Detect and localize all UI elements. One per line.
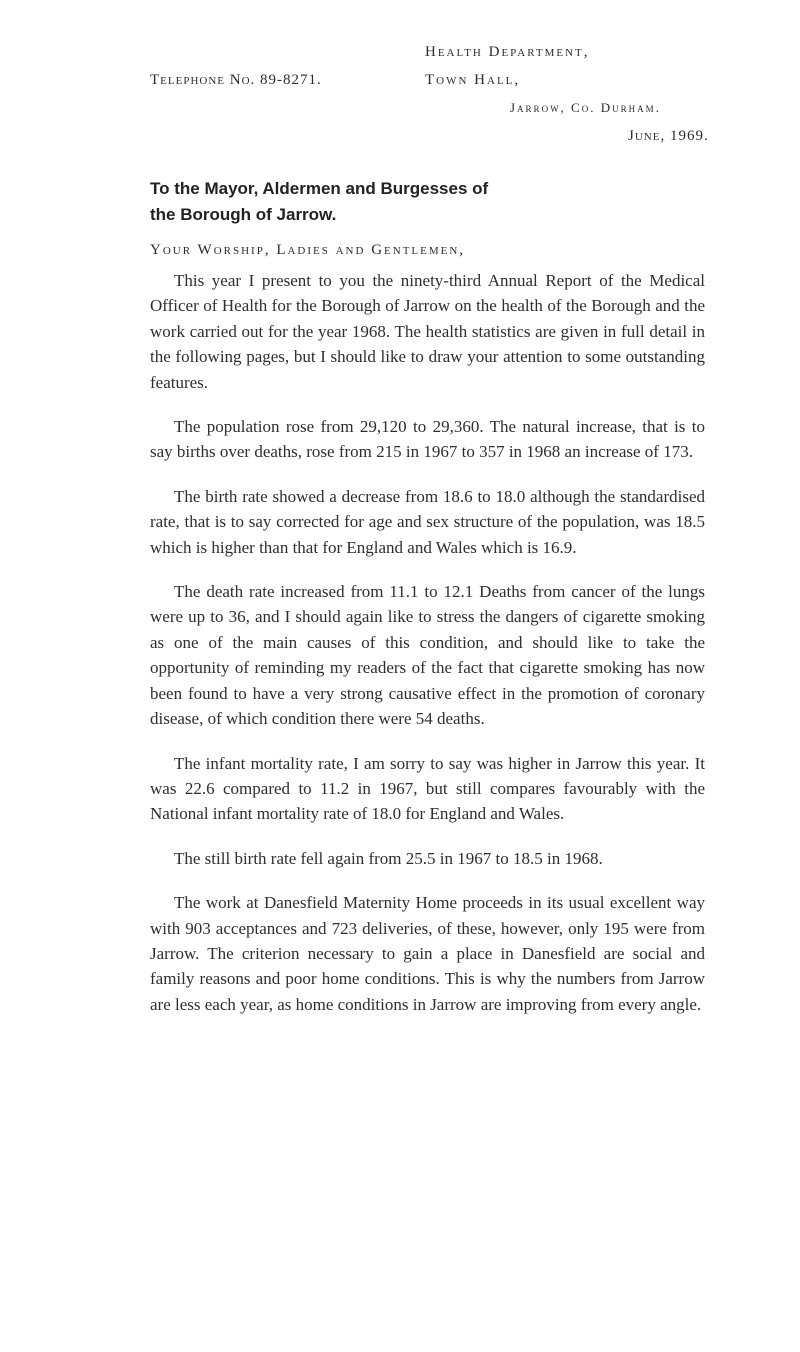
paragraph-infant-mortality: The infant mortality rate, I am sorry to say was higher in Jarrow this year. It was 22.6 compared to 11.2 in 1967, but still compares favourably with the National infant mortality rate of 18.0 for England and Wales. <box>150 753 705 824</box>
paragraph-birth-rate: The birth rate showed a decrease from 18.6 to 18.0 although the standardised rate, that is to say corrected for age and sex structure of the population, was 18.5 which is higher than that for England and Wales which is 16.9. <box>150 486 705 557</box>
paragraph-introduction: This year I present to you the ninety-third Annual Report of the Medical Officer of Health for the Borough of Jarrow on the health of the Borough and the work carried out for the year 1968. The health statistics are given in full detail in the following pages, but I should like to draw your attention to some outstanding features. <box>150 271 705 392</box>
telephone-number: Telephone No. 89-8271. <box>150 72 322 88</box>
addressee-line-2: the Borough of Jarrow. <box>150 205 337 224</box>
paragraph-still-birth: The still birth rate fell again from 25.5 in 1967 to 18.5 in 1968. <box>174 848 603 868</box>
department-name: Health Department, <box>425 44 590 60</box>
paragraph-maternity-home: The work at Danesfield Maternity Home proceeds in its usual excellent way with 903 acceptances and 723 deliveries, of these, however, only 195 were from Jarrow. The criterion necessary to gain a place in Danesfield are social and family reasons and poor home conditions. This is why the numbers from Jarrow are less each year, as home conditions in Jarrow are improving from every angle. <box>150 893 705 1014</box>
town-hall: Town Hall, <box>425 72 521 88</box>
paragraph-population: The population rose from 29,120 to 29,360. The natural increase, that is to say births over deaths, rose from 215 in 1967 to 357 in 1968 an increase of 173. <box>150 417 705 462</box>
place-name: Jarrow, Co. Durham. <box>510 100 661 115</box>
addressee-line-1: To the Mayor, Aldermen and Burgesses of <box>150 179 489 198</box>
paragraph-death-rate: The death rate increased from 11.1 to 12.1 Deaths from cancer of the lungs were up to 36, and I should again like to stress the dangers of cigarette smoking as one of the main causes of this condition, and should like to take the opportunity of reminding my readers of the fact that cigarette smoking has now been found to have a very strong causative effect in the promotion of coronary disease, of which condition there were 54 deaths. <box>150 582 705 729</box>
salutation: Your Worship, Ladies and Gentlemen, <box>150 242 466 258</box>
letter-date: June, 1969. <box>628 128 709 144</box>
report-body <box>150 268 705 1036</box>
addressee <box>150 176 670 228</box>
